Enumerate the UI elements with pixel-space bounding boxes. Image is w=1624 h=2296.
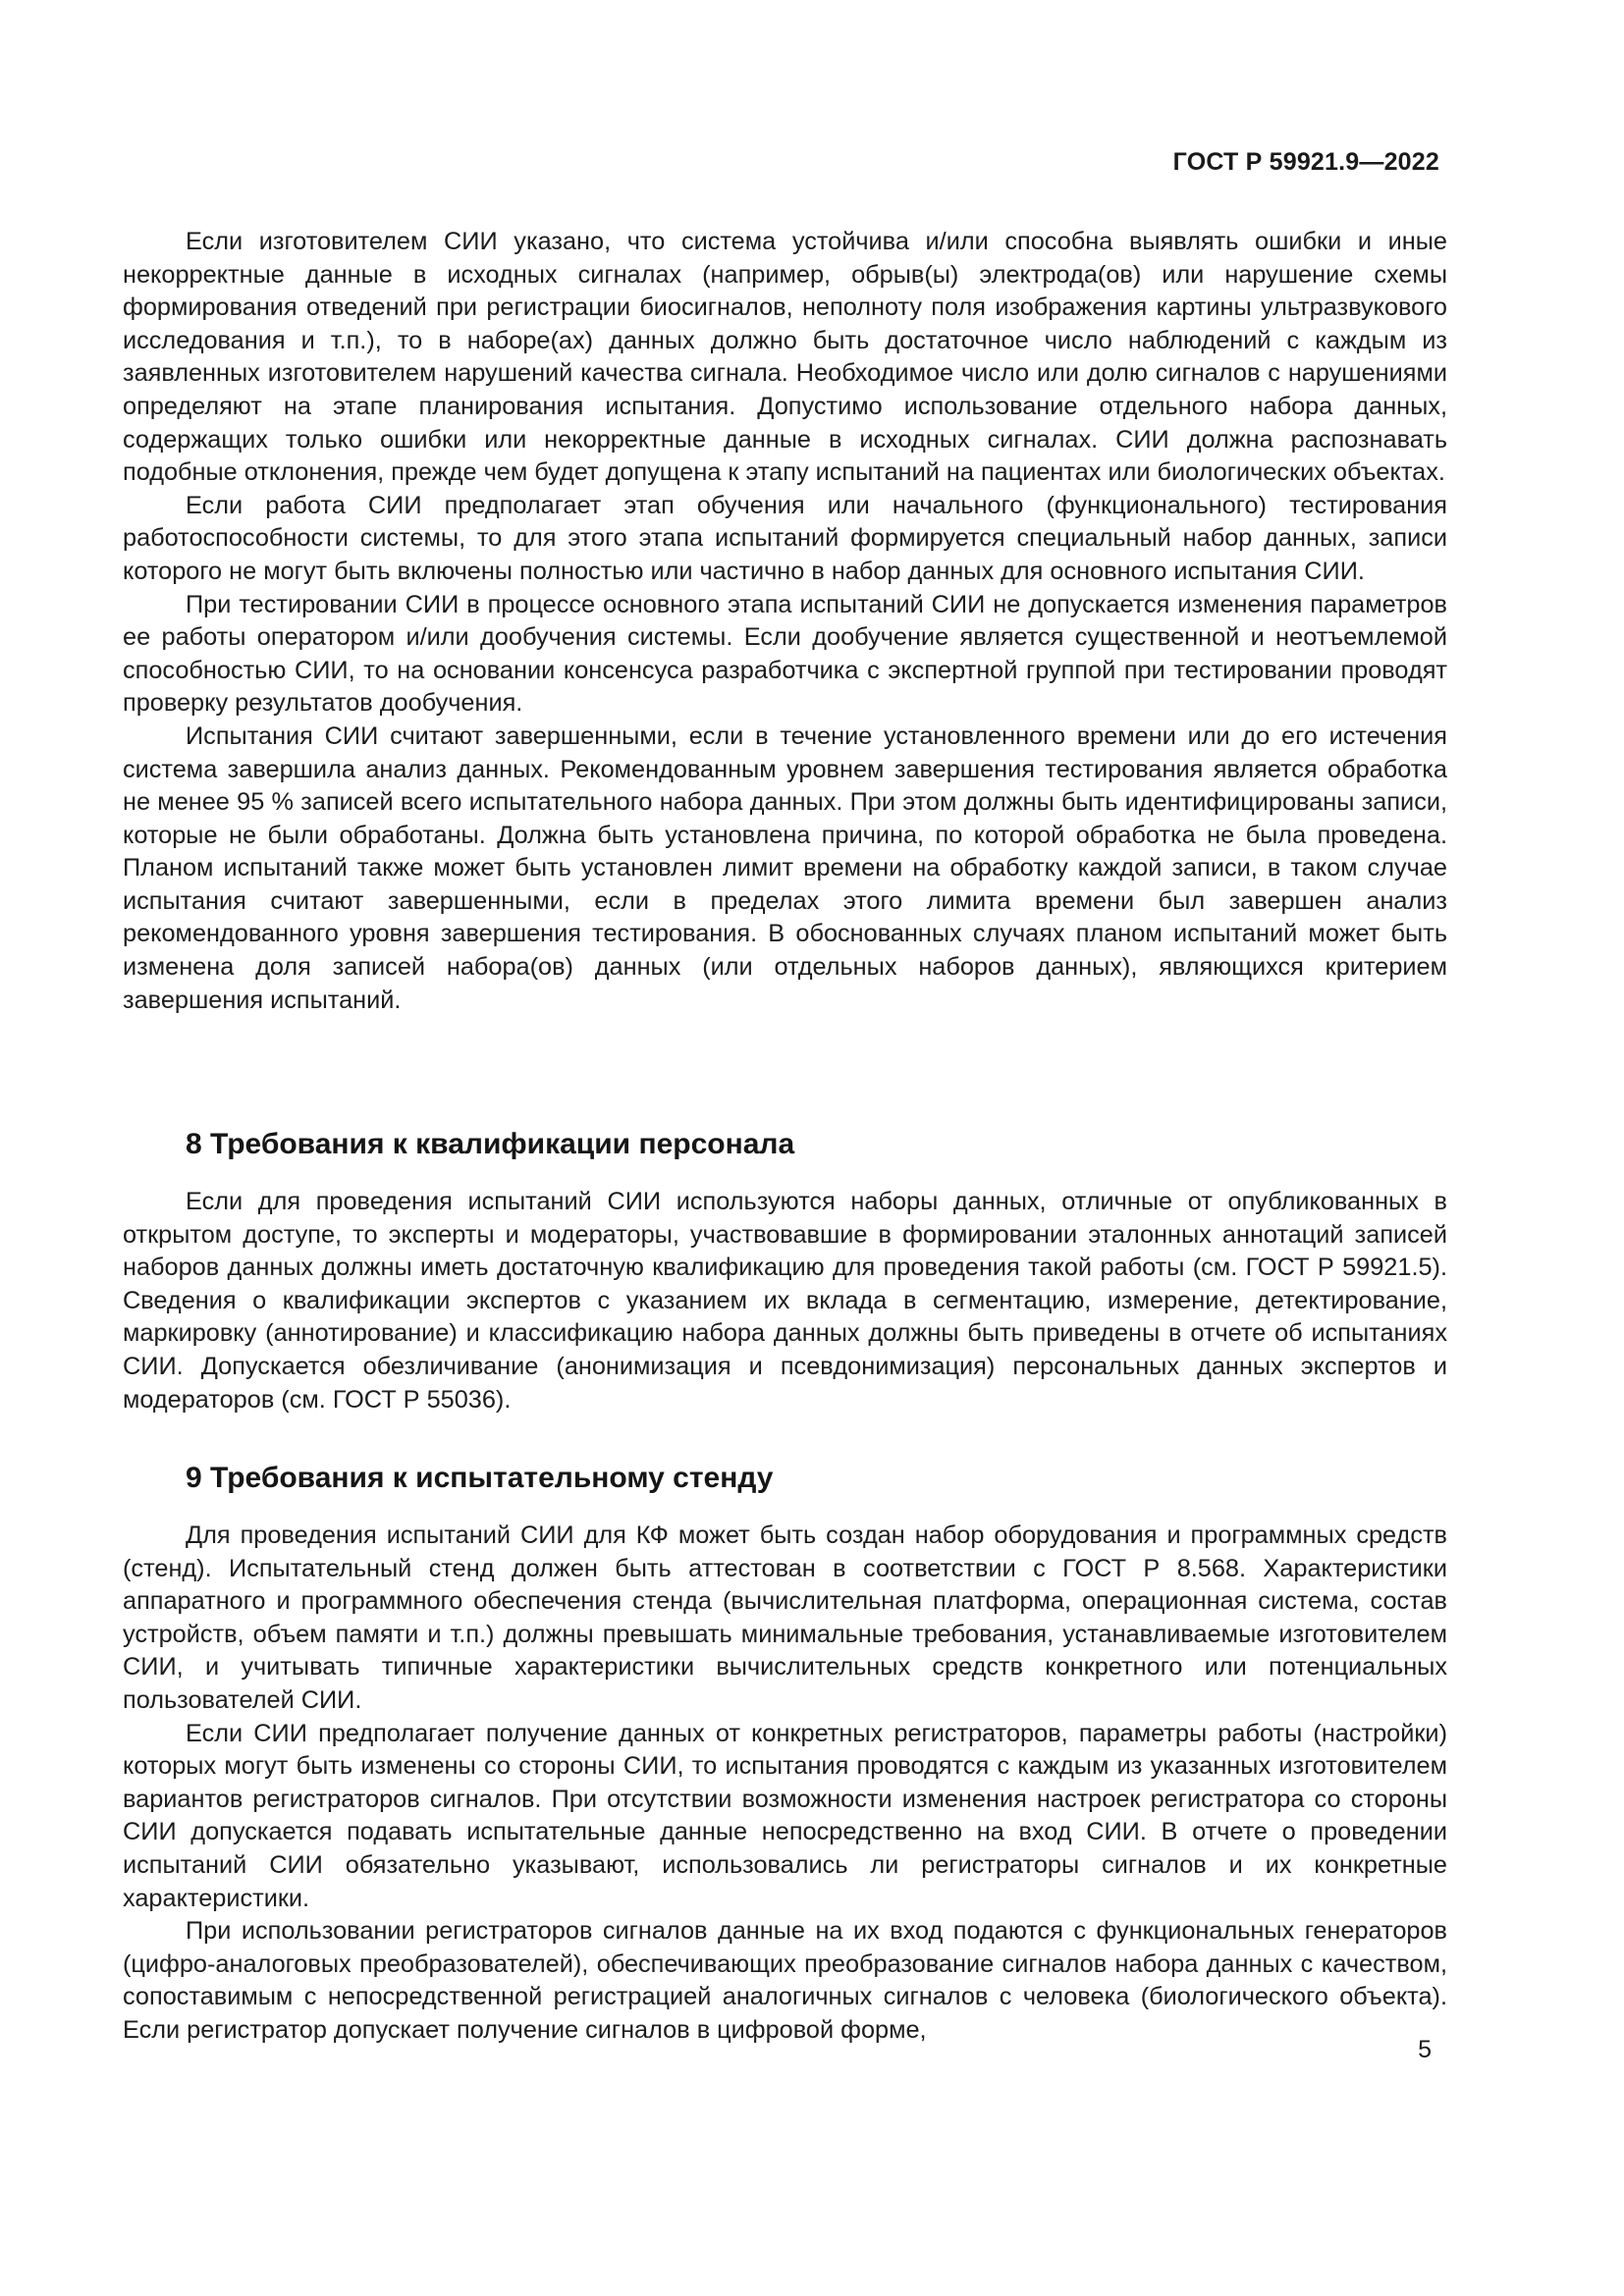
paragraph: При использовании регистраторов сигналов данные на их вход подаются с функциональных генераторов (цифро-аналоговых преобразователей), обеспечивающих преобразование сигналов набора данных с качеством, сопоставимым с непосредственной регистрацией аналогичных сигналов с человека (биологического объекта). Если регистратор допускает получение сигналов в цифровой форме, (123, 1917, 1447, 2044)
paragraph: При тестировании СИИ в процессе основного этапа испытаний СИИ не допускается изменения параметров ее работы оператором и/или дообучения системы. Если дообучение является существенной и неотъемлемой способностью СИИ, то на основании консенсуса разработчика с экспертной группой при тестировании проводят проверку результатов дообучения. (123, 590, 1447, 718)
paragraph: Если для проведения испытаний СИИ используются наборы данных, отличные от опубликованных в открытом доступе, то эксперты и модераторы, участвовавшие в формировании эталонных аннотаций записей наборов данных должны иметь достаточную квалификацию для проведения такой работы (см. ГОСТ Р 59921.5). Сведения о квалификации экспертов с указанием их вклада в сегментацию, измерение, детектирование, маркировку (аннотирование) и классификацию набора данных должны быть приведены в отчете об испытаниях СИИ. Допускается обезличивание (анонимизация и псевдонимизация) персональных данных экспертов и модераторов (см. ГОСТ Р 55036). (123, 1188, 1447, 1414)
section-9-text-block (123, 1520, 1447, 2048)
section-9-heading: 9 Требования к испытательному стенду (186, 1462, 774, 1494)
section-8-heading-wrap (123, 1125, 1447, 1164)
page-number: 5 (1418, 2036, 1432, 2063)
intro-text-block (123, 226, 1447, 1017)
paragraph: Если изготовителем СИИ указано, что система устойчива и/или способна выявлять ошибки и иные некорректные данные в исходных сигналах (например, обрыв(ы) электрода(ов) или нарушение схемы формирования отведений при регистрации биосигналов, неполноту поля изображения картины ультразвукового исследования и т.п.), то в наборе(ах) данных должно быть достаточное число наблюдений с каждым из заявленных изготовителем нарушений качества сигнала. Необходимое число или долю сигналов с нарушениями определяют на этапе планирования испытания. Допустимо использование отдельного набора данных, содержащих только ошибки или некорректные данные в исходных сигналах. СИИ должна распознавать подобные отклонения, прежде чем будет допущена к этапу испытаний на пациентах или биологических объектах. (123, 228, 1447, 487)
paragraph: Если работа СИИ предполагает этап обучения или начального (функционального) тестирования работоспособности системы, то для этого этапа испытаний формируется специальный набор данных, записи которого не могут быть включены полностью или частично в набор данных для основного испытания СИИ. (123, 491, 1447, 585)
paragraph: Испытания СИИ считают завершенными, если в течение установленного времени или до его истечения система завершила анализ данных. Рекомендованным уровнем завершения тестирования является обработка не менее 95 % записей всего испытательного набора данных. При этом должны быть идентифицированы записи, которые не были обработаны. Должна быть установлена причина, по которой обработка не была проведена. Планом испытаний также может быть установлен лимит времени на обработку каждой записи, в таком случае испытания считают завершенными, если в пределах этого лимита времени был завершен анализ рекомендованного уровня завершения тестирования. В обоснованных случаях планом испытаний может быть изменена доля записей набора(ов) данных (или отдельных наборов данных), являющихся критерием завершения испытаний. (123, 721, 1447, 1014)
paragraph: Если СИИ предполагает получение данных от конкретных регистраторов, параметры работы (настройки) которых могут быть изменены со стороны СИИ, то испытания проводятся с каждым из указанных изготовителем вариантов регистраторов сигналов. При отсутствии возможности изменения настроек регистратора со стороны СИИ допускается подавать испытательные данные непосредственно на вход СИИ. В отчете о проведении испытаний СИИ обязательно указывают, использовались ли регистраторы сигналов и их конкретные характеристики. (123, 1719, 1447, 1912)
section-8-heading: 8 Требования к квалификации персонала (186, 1128, 795, 1160)
standard-code-header: ГОСТ Р 59921.9—2022 (1172, 148, 1439, 176)
section-9-heading-wrap (123, 1459, 1447, 1498)
section-8-text-block (123, 1186, 1447, 1416)
paragraph: Для проведения испытаний СИИ для КФ может быть создан набор оборудования и программных средств (стенд). Испытательный стенд должен быть аттестован в соответствии с ГОСТ Р 8.568. Характеристики аппаратного и программного обеспечения стенда (вычислительная платформа, операционная система, состав устройств, объем памяти и т.п.) должны превышать минимальные требования, устанавливаемые изготовителем СИИ, и учитывать типичные характеристики вычислительных средств конкретного или потенциальных пользователей СИИ. (123, 1522, 1447, 1714)
